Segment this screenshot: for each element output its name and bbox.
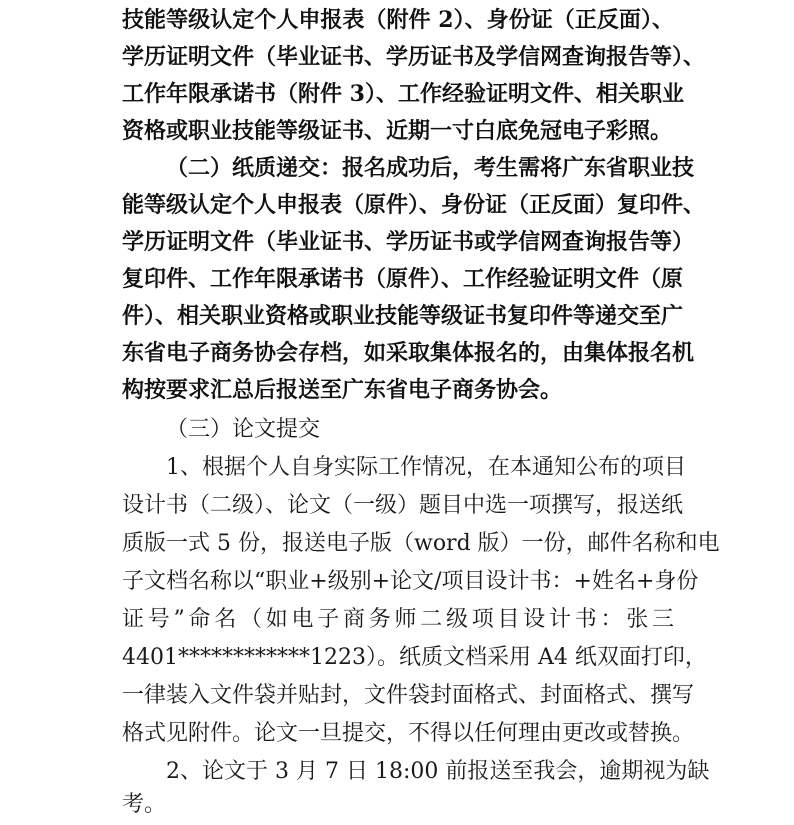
text-line: 件）、相关职业资格或职业技能等级证书复印件等递交至广 <box>122 303 684 329</box>
text-line: 复印件、工作年限承诺书（原件）、工作经验证明文件（原 <box>122 266 684 292</box>
text-line: 格式见附件。论文一旦提交，不得以任何理由更改或替换。 <box>122 721 695 746</box>
text-line: 设计书（二级）、论文（一级）题目中选一项撰写，报送纸 <box>122 493 684 518</box>
text-line: 能等级认定个人申报表（原件）、身份证（正反面）复印件、 <box>122 192 706 218</box>
text-line: 技能等级认定个人申报表（附件 2）、身份证（正反面）、 <box>122 7 674 33</box>
text-line: 证号”命名（如电子商务师二级项目设计书：张三 <box>122 607 674 632</box>
text-line: 构按要求汇总后报送至广东省电子商务协会。 <box>122 377 563 403</box>
list-item-1-start: 1、根据个人自身实际工作情况，在本通知公布的项目 <box>166 455 686 480</box>
text-line: 学历证明文件（毕业证书、学历证书或学信网查询报告等） <box>122 229 695 255</box>
text-line: 东省电子商务协会存档，如采取集体报名的，由集体报名机 <box>122 340 695 366</box>
text-line: 质版一式 5 份，报送电子版（word 版）一份，邮件名称和电 <box>122 531 720 556</box>
text-line: 资格或职业技能等级证书、近期一寸白底免冠电子彩照。 <box>122 118 673 144</box>
text-line: 考。 <box>122 792 167 817</box>
text-line: 一律装入文件袋并贴封，文件袋封面格式、封面格式、撰写 <box>122 683 695 708</box>
text-line: 4401************1223）。纸质文档采用 A4 纸双面打印， <box>122 645 707 670</box>
section-heading-thesis: （三）论文提交 <box>166 417 321 442</box>
text-line: 子文档名称以“职业+级别+论文/项目设计书：+姓名+身份 <box>122 569 699 594</box>
text-line: 工作年限承诺书（附件 3）、工作经验证明文件、相关职业 <box>122 81 684 107</box>
list-item-2-start: 2、论文于 3 月 7 日 18:00 前报送至我会，逾期视为缺 <box>166 759 710 784</box>
text-line: 学历证明文件（毕业证书、学历证书及学信网查询报告等）、 <box>122 44 706 70</box>
section-heading-paper-submission: （二）纸质递交：报名成功后，考生需将广东省职业技 <box>166 155 695 181</box>
